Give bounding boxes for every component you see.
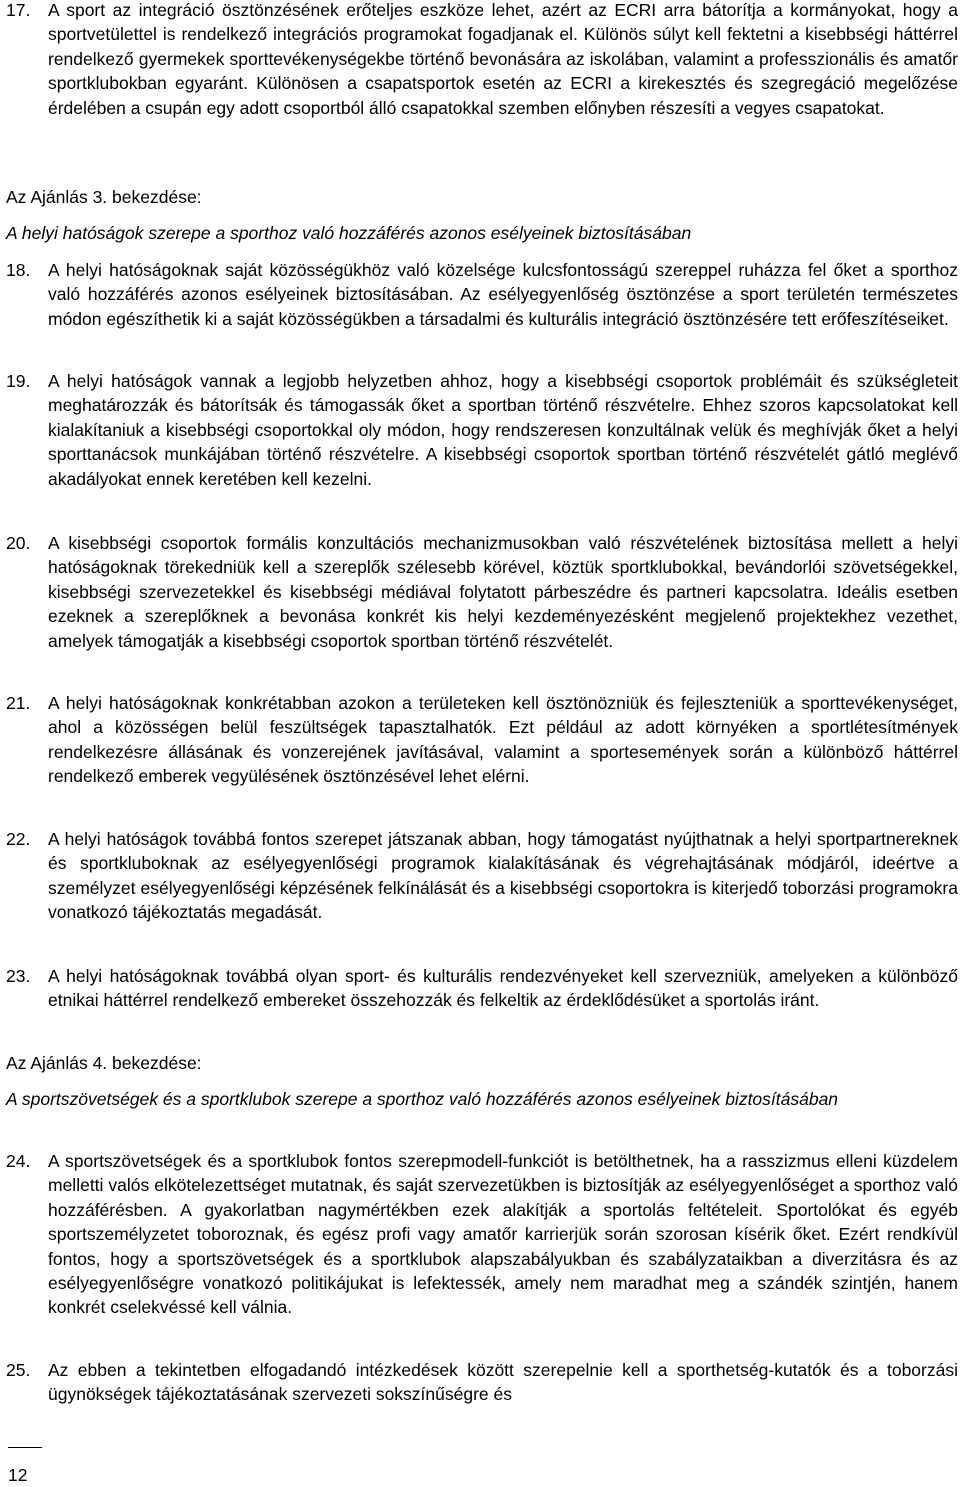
paragraph-number: 21. bbox=[6, 693, 31, 713]
paragraph-text: Az ebben a tekintetben elfogadandó intézkedések között szerepelnie kell a sporthetség-kutatók és a toborzási ügynökségek tájékoztatásának szervezeti sokszínűségre és bbox=[48, 1360, 958, 1405]
paragraph-text: A sportszövetségek és a sportklubok fontos szerepmodell-funkciót is betölthetnek, ha a rasszizmus elleni küzdelem melletti valós elkötelezettséget mutatnak, és saját szervezetükben is biztosítják az esélyegyenlőséget a sporthoz való hozzáférésben. A gyakorlatban nagymértékben ezek alakítják a sportolás feltételeit. Sportolókat és egyéb sportszemélyzetet toboroznak, és egész profi vagy amatőr karrierjük során szorosan kísérik őket. Ezért rendkívül fontos, hogy a sportszövetségek és a sportklubok alapszabályukban és szabályzataikban a diverzitásra és az esélyegyenlőségre vonatkozó politikájukat is lefektessék, amely nem maradhat meg a szándék szintjén, hanem konkrét cselekvéssé kell válnia. bbox=[48, 1151, 958, 1318]
paragraph-number: 17. bbox=[6, 0, 31, 20]
paragraph-number: 22. bbox=[6, 829, 31, 849]
paragraph-number: 25. bbox=[6, 1360, 31, 1380]
recommendation-3-heading: A helyi hatóságok szerepe a sporthoz való hozzáférés azonos esélyeinek biztosításában bbox=[6, 223, 692, 243]
paragraph-text: A kisebbségi csoportok formális konzultációs mechanizmusokban való részvételének biztosítása mellett a helyi hatóságoknak törekedniük kell a szereplők szélesebb körével, köztük sportklubokkal, bevándorlói szövetségekkel, kisebbségi szervezetekkel és kisebbségi médiával folytatott párbeszédre és partneri kapcsolatra. Ideális esetben ezeknek a szereplőknek a bevonása konkrét kis helyi kezdeményezésként megjelenő projektekhez vezethet, amelyek támogatják a kisebbségi csoportok sportban történő részvételét. bbox=[48, 533, 958, 651]
paragraph-text: A helyi hatóságoknak konkrétabban azokon a területeken kell ösztönözniük és fejleszteniük a sporttevékenységet, ahol a közösségen belül feszültségek tapasztalhatók. Ezt például az adott környéken a sportlétesítmények rendelkezésre állásának és vonzerejének javításával, valamint a sportesemények során a különböző háttérrel rendelkező emberek vegyülésének ösztönzésével lehet elérni. bbox=[48, 693, 958, 787]
paragraph-19 bbox=[0, 369, 958, 491]
paragraph-18 bbox=[0, 258, 958, 331]
paragraph-number: 18. bbox=[6, 260, 31, 280]
paragraph-text: A helyi hatóságoknak továbbá olyan sport- és kulturális rendezvényeket kell szervezniük, amelyeken a különböző etnikai háttérrel rendelkező embereket összehozzák és felkeltik az érdeklődésüket a sportolás iránt. bbox=[48, 966, 958, 1011]
paragraph-text: A helyi hatóságok továbbá fontos szerepet játszanak abban, hogy támogatást nyújthatnak a helyi sportpartnereknek és sportkluboknak az esélyegyenlőségi programok kialakításának és végrehajtásának módjáról, ideértve a személyzet esélyegyenlőségi képzésének felkínálását és a kisebbségi csoportokra is kiterjedő toborzási programokra vonatkozó tájékoztatás megadását. bbox=[48, 829, 958, 923]
paragraph-number: 19. bbox=[6, 371, 31, 391]
recommendation-4-heading: A sportszövetségek és a sportklubok szerepe a sporthoz való hozzáférés azonos esélyeinek biztosításában bbox=[6, 1089, 839, 1109]
paragraph-20 bbox=[0, 531, 958, 653]
paragraph-25 bbox=[0, 1358, 958, 1407]
paragraph-text: A helyi hatóságoknak saját közösségükhöz való közelsége kulcsfontosságú szereppel ruházza fel őket a sporthoz való hozzáférés azonos esélyeinek biztosításában. Az esélyegyenlőség ösztönzése a sport területén természetes módon egészíthetik ki a saját közösségükben a társadalmi és kulturális integráció ösztönzésére tett erőfeszítéseiket. bbox=[48, 260, 958, 329]
recommendation-4-label: Az Ajánlás 4. bekezdése: bbox=[6, 1053, 202, 1073]
paragraph-text: A helyi hatóságok vannak a legjobb helyzetben ahhoz, hogy a kisebbségi csoportok problémáit és szükségleteit meghatározzák és bátorítsák és támogassák őket a sportban történő részvételre. Ehhez szoros kapcsolatokat kell kialakítaniuk a kisebbségi csoportokkal oly módon, hogy rendszeresen konzultálnak velük és meghívják őket a helyi sporttanácsok munkájában történő részvételre. A kisebbségi csoportok sportban történő részvételét gátló meglévő akadályokat ennek keretében kell kezelni. bbox=[48, 371, 958, 489]
paragraph-number: 23. bbox=[6, 966, 31, 986]
paragraph-17 bbox=[0, 0, 958, 120]
paragraph-24 bbox=[0, 1149, 958, 1320]
recommendation-3-label: Az Ajánlás 3. bekezdése: bbox=[6, 187, 202, 207]
footer-divider bbox=[8, 1447, 42, 1448]
paragraph-text: A sport az integráció ösztönzésének erőteljes eszköze lehet, azért az ECRI arra bátorítja a kormányokat, hogy a sportvetülettel is rendelkező integrációs programokat fogadjanak el. Különös súlyt kell fektetni a kisebbségi háttérrel rendelkező gyermekek sporttevékenységekbe történő bevonására az iskolában, valamint a professzionális és amatőr sportklubokban egyaránt. Különösen a csapatsportok esetén az ECRI a kirekesztés és szegregáció megelőzése érdelében a csupán egy adott csoportból álló csapatokkal szemben előnyben részesíti a vegyes csapatokat. bbox=[48, 0, 958, 118]
paragraph-22 bbox=[0, 827, 958, 925]
paragraph-21 bbox=[0, 691, 958, 789]
paragraph-23 bbox=[0, 964, 958, 1013]
paragraph-number: 20. bbox=[6, 533, 31, 553]
paragraph-number: 24. bbox=[6, 1151, 31, 1171]
page-number: 12 bbox=[8, 1465, 28, 1485]
